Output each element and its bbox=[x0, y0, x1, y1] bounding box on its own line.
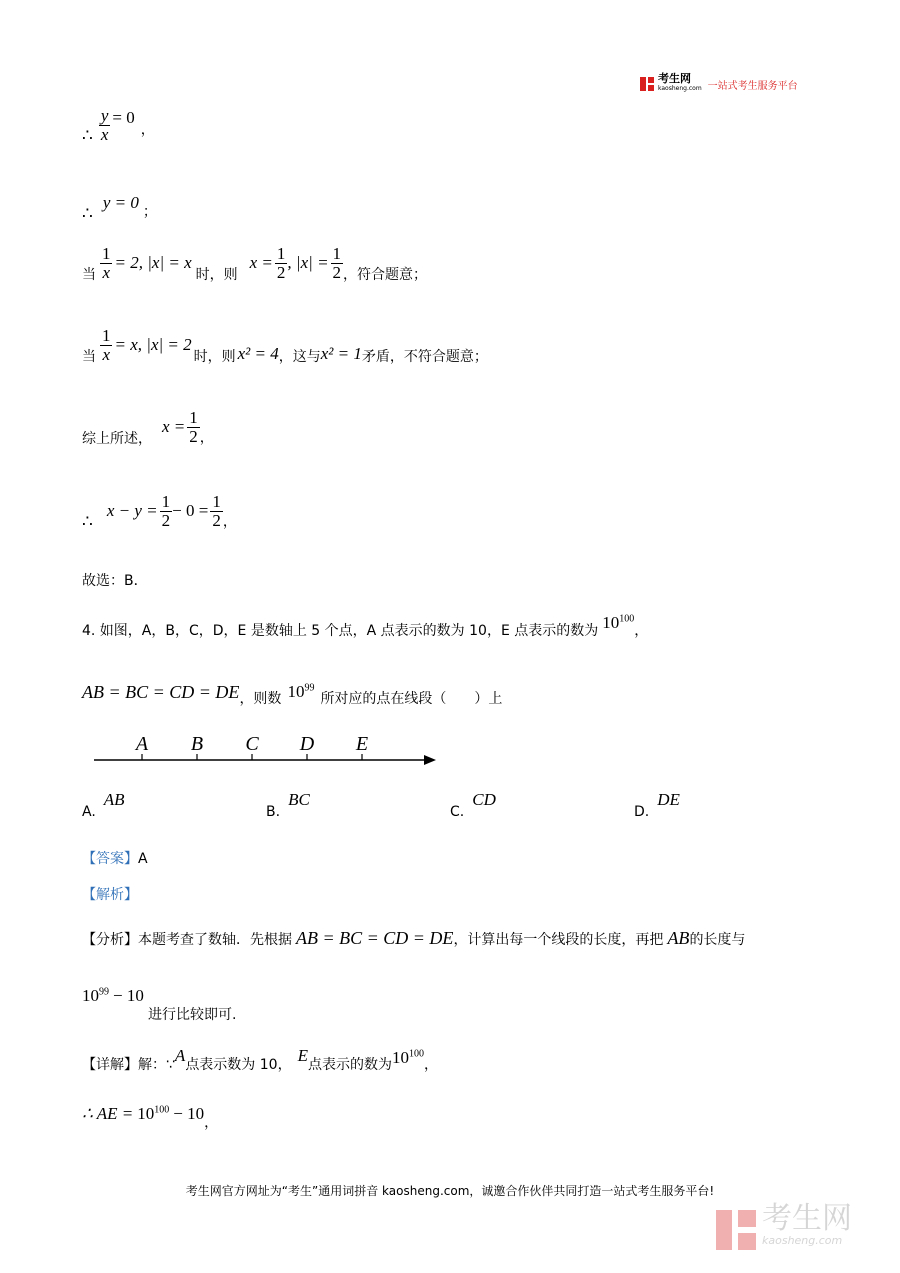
detail-text-c: 点表示的数为 bbox=[307, 1057, 392, 1073]
power-10-100: $10^{100}$ bbox=[391, 1048, 424, 1067]
therefore-symbol: ∴ bbox=[82, 204, 93, 223]
therefore-symbol: ∴ bbox=[82, 512, 93, 531]
watermark-cn: 考生网 bbox=[762, 1201, 852, 1236]
mid-text: ，这与 bbox=[278, 349, 321, 365]
option-a[interactable] bbox=[82, 790, 125, 820]
brand-en: kaosheng.com bbox=[658, 85, 702, 92]
point-label-c: C bbox=[245, 733, 259, 755]
punct: ， bbox=[634, 623, 649, 639]
fraction-y-over-x: $\frac{y}{x}$ bbox=[100, 105, 109, 144]
footer-watermark bbox=[716, 1201, 852, 1252]
line-4 bbox=[82, 324, 488, 366]
power-10-100: $10^{100}$ bbox=[137, 1104, 170, 1123]
when-text: 当 bbox=[82, 267, 96, 283]
tail-text: ，符合题意； bbox=[343, 267, 428, 283]
expression-a: x − y = bbox=[106, 501, 158, 520]
kaosheng-logo-icon bbox=[640, 77, 654, 91]
detail-point-a: A bbox=[174, 1046, 186, 1065]
punct: ， bbox=[199, 430, 214, 446]
point-label-b: B bbox=[190, 733, 204, 755]
detail-line bbox=[82, 1046, 438, 1074]
equation-rest: = 0 bbox=[112, 108, 135, 127]
fenxi-text-b: ，计算出每一个线段的长度，再把 bbox=[453, 931, 664, 948]
ae-prefix: ∴ AE = bbox=[82, 1104, 134, 1123]
condition: = x, |x| = 2 bbox=[114, 335, 192, 354]
punct: ， bbox=[423, 1057, 438, 1073]
ae-line bbox=[82, 1104, 219, 1131]
option-c[interactable] bbox=[450, 790, 496, 820]
option-letter: C. bbox=[450, 804, 465, 820]
segment-equality: AB = BC = CD = DE bbox=[82, 681, 240, 702]
choice-line: 故选：B． bbox=[82, 573, 148, 589]
fraction-half: $\frac{1}{2}$ bbox=[161, 491, 171, 530]
fenxi-equality: AB = BC = CD = DE bbox=[296, 928, 454, 948]
line-5 bbox=[82, 406, 214, 448]
punct: ， bbox=[140, 122, 155, 138]
detail-tag: 【详解】 bbox=[82, 1057, 138, 1073]
tail-text: 矛盾，不符合题意； bbox=[361, 349, 488, 365]
question-text: 4. 如图，A，B，C，D，E 是数轴上 5 个点，A 点表示的数为 10，E 点表示的数为 bbox=[82, 623, 599, 639]
fenxi-text-c: 的长度与 bbox=[689, 931, 746, 948]
fenxi-text-a: 本题考查了数轴．先根据 bbox=[138, 931, 292, 948]
point-label-a: A bbox=[135, 733, 149, 755]
x-squared-4: x² = 4 bbox=[237, 344, 279, 363]
power-10-99: $10^{99}$ bbox=[287, 682, 315, 701]
line-1 bbox=[82, 104, 155, 146]
watermark-en: kaosheng.com bbox=[762, 1234, 843, 1247]
question-text-a: ，则数 bbox=[239, 691, 282, 707]
option-value: AB bbox=[103, 790, 125, 809]
x-squared-1: x² = 1 bbox=[320, 344, 362, 363]
minus-ten: − 10 bbox=[173, 1104, 205, 1123]
fraction-half: $\frac{1}{2}$ bbox=[212, 491, 221, 530]
option-value: BC bbox=[288, 790, 310, 809]
header-logo bbox=[640, 74, 798, 94]
fraction-half: $\frac{1}{2}$ bbox=[332, 243, 342, 282]
detail-point-e: E bbox=[297, 1046, 308, 1065]
option-letter: D. bbox=[634, 804, 650, 820]
option-value: CD bbox=[472, 790, 496, 809]
option-letter: B. bbox=[266, 804, 281, 820]
fraction-1-over-x: $\frac{1}{x}$ bbox=[102, 243, 111, 282]
difference-text: 进行比较即可. bbox=[148, 1007, 237, 1023]
when-text: 当 bbox=[82, 349, 96, 365]
point-label-e: E bbox=[355, 733, 369, 755]
question-text-b: 所对应的点在线段（ ）上 bbox=[320, 691, 503, 707]
question-4-line-2 bbox=[82, 676, 502, 708]
option-value: DE bbox=[657, 790, 680, 809]
detail-text-a: 解：∵ bbox=[138, 1057, 175, 1073]
summary-text: 综上所述， bbox=[82, 431, 152, 447]
fraction-1-over-x: $\frac{1}{x}$ bbox=[102, 325, 111, 364]
analysis-tag: 【解析】 bbox=[82, 887, 138, 903]
fenxi-tag: 【分析】 bbox=[82, 931, 138, 948]
punct: ； bbox=[142, 204, 157, 220]
question-4-line-1 bbox=[82, 606, 648, 640]
answer-line bbox=[82, 848, 148, 868]
kaosheng-watermark-icon bbox=[716, 1210, 756, 1250]
line-2 bbox=[82, 182, 157, 224]
punct: ， bbox=[222, 514, 237, 530]
condition: = 2, |x| = x bbox=[114, 253, 192, 272]
detail-text-b: 点表示数为 10， bbox=[185, 1057, 292, 1073]
answer-value: A bbox=[138, 851, 148, 867]
expression-b: − 0 = bbox=[172, 501, 209, 520]
brand-slogan: 一站式考生服务平台 bbox=[707, 80, 798, 92]
power-10-100: $10^{100}$ bbox=[602, 613, 635, 632]
equation: y = 0 bbox=[102, 193, 139, 212]
option-b[interactable] bbox=[266, 790, 310, 820]
option-d[interactable] bbox=[634, 790, 680, 820]
point-label-d: D bbox=[299, 733, 315, 755]
x-equals: x = bbox=[162, 417, 186, 436]
footer-text: 考生网官方网址为“考生”通用词拼音 kaosheng.com，诚邀合作伙伴共同打造一站式考生服务平台! bbox=[185, 1184, 715, 1198]
option-letter: A. bbox=[82, 804, 96, 820]
fenxi-ab: AB bbox=[667, 928, 690, 948]
minus-ten: − 10 bbox=[113, 986, 144, 1005]
line-3 bbox=[82, 242, 427, 284]
time-text: 时，则 bbox=[195, 267, 238, 283]
difference-line bbox=[82, 986, 144, 1006]
power-10-99: $10^{99}$ bbox=[82, 986, 109, 1005]
x-equals: x = bbox=[249, 253, 273, 272]
time-text: 时，则 bbox=[193, 349, 236, 365]
line-6 bbox=[82, 490, 237, 532]
therefore-symbol: ∴ bbox=[82, 126, 93, 145]
answer-tag: 【答案】 bbox=[82, 851, 138, 867]
number-line-arrow bbox=[424, 755, 436, 765]
punct: ， bbox=[204, 1115, 219, 1131]
number-line-figure bbox=[90, 726, 450, 776]
abs-x-equals: , |x| = bbox=[287, 253, 329, 272]
fraction-half: $\frac{1}{2}$ bbox=[189, 407, 198, 446]
fenxi-line bbox=[82, 928, 745, 949]
fraction-half: $\frac{1}{2}$ bbox=[276, 243, 286, 282]
brand-cn: 考生网 bbox=[658, 72, 691, 85]
